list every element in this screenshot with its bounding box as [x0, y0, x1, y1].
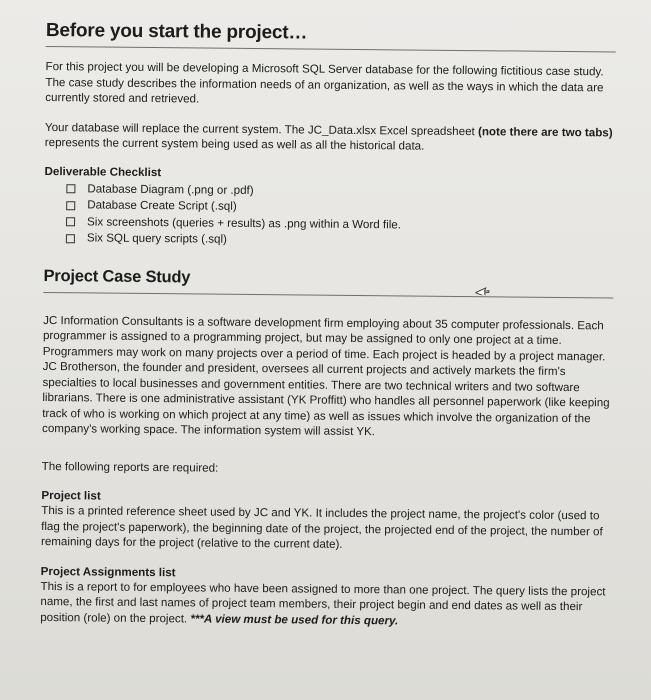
replace-bold-note: (note there are two tabs) — [477, 124, 613, 139]
checklist-item-label: Database Diagram (.png or .pdf) — [87, 181, 254, 197]
report-body-project-list: This is a printed reference sheet used by JC and YK. It includes the project name, the project's color (used to flag the project's paperwork), the beginning date of the project, the projected end of the project, the number of remaining days for the project (relative to the current date). — [40, 503, 603, 551]
heading-project-case-study: Project Case Study — [43, 266, 191, 286]
deliverable-checklist — [66, 181, 615, 252]
deliverable-checklist-title: Deliverable Checklist — [44, 164, 162, 179]
checklist-item-label: Database Create Script (.sql) — [87, 198, 237, 213]
document-body — [40, 20, 616, 630]
intro-paragraph: For this project you will be developing a Microsoft SQL Server database for the following fictitious case study. The case study describes the information needs of an organization, as well as the ways in which the data are currently stored and retrieved. — [45, 59, 604, 106]
checkbox-icon — [66, 184, 75, 193]
checkbox-icon — [66, 217, 75, 226]
checklist-item-label: Six screenshots (queries + results) as .png within a Word file. — [87, 214, 402, 231]
report-title-project-assignments: Project Assignments list — [40, 564, 176, 579]
replace-paragraph — [45, 119, 615, 155]
report-title-project-list: Project list — [41, 488, 101, 503]
checklist-item-label: Six SQL query scripts (.sql) — [86, 231, 227, 246]
mouse-cursor-icon — [475, 281, 491, 295]
heading-before-you-start: Before you start the project… — [46, 20, 616, 52]
report-body-text: This is a report to for employees who have been assigned to more than one project. The query lists the project name, the first and last names of project team members, their project begin and end dates as well as their position (role) on the project. — [40, 579, 606, 625]
checkbox-icon — [66, 234, 75, 243]
replace-lead: Your database will replace the current system. The JC_Data.xlsx Excel spreadsheet — [44, 120, 479, 138]
report-body-project-assignments — [40, 578, 610, 630]
view-required-note: ***A view must be used for this query. — [190, 611, 399, 627]
checkbox-icon — [66, 201, 75, 210]
replace-tail: represents the current system being used as well as all the historical data. — [44, 135, 425, 153]
case-study-paragraph: JC Information Consultants is a software development firm employing about 35 computer professionals. Each programmer is assigned to a programming project, but may be assigned to only one project at a time. Programmers may work on many projects over a period of time. Each project is headed by a project manager. JC Brotherson, the founder and president, oversees all current projects and actively markets the firm's specialties to local businesses and government entities. There are two technical writers and two software librarians. There is one administrative assistant (YK Proffitt) who handles all personnel paperwork (like keeping track of who is working on which project at any time) as well as issues which involve the organization of the company's working space. The information system will assist YK. — [42, 313, 610, 439]
case-study-header — [43, 266, 613, 297]
reports-intro: The following reports are required: — [41, 459, 219, 475]
